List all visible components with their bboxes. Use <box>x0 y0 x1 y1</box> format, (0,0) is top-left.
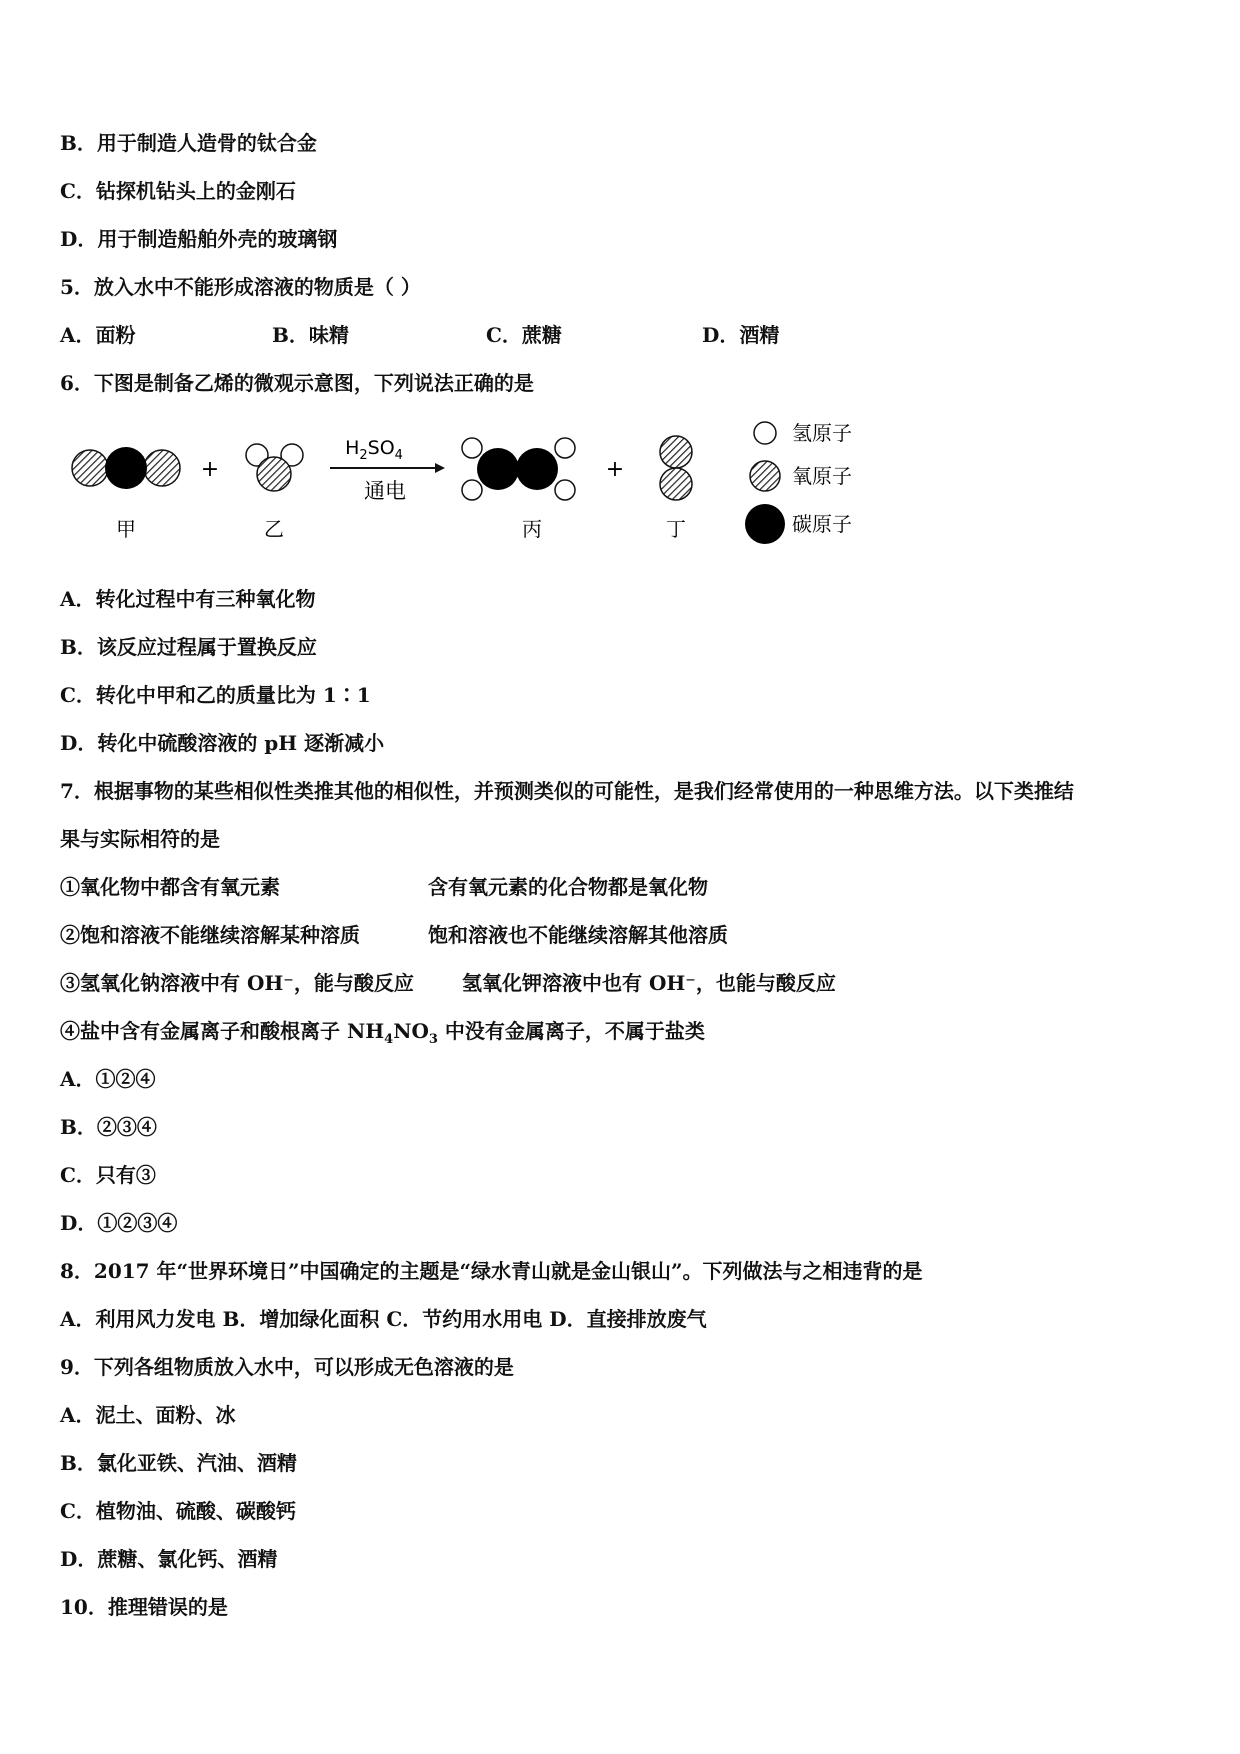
q6-option-d: D．转化中硫酸溶液的 pH 逐渐减小 <box>60 731 385 755</box>
legend-hydrogen: 氢原子 <box>792 421 852 445</box>
plus-sign-1: + <box>200 457 220 482</box>
q10-stem: 10．推理错误的是 <box>60 1595 228 1619</box>
q7-item4: ④盐中含有金属离子和酸根离子 $NH_4NO_3$ 中没有金属离子，不属于盐类 <box>60 1019 705 1047</box>
q7-item3-right: 氢氧化钾溶液中也有 OH⁻，也能与酸反应 <box>462 971 836 995</box>
legend-carbon-symbol <box>745 504 785 544</box>
legend-oxygen-symbol <box>750 461 780 491</box>
q9-option-d: D．蔗糖、氯化钙、酒精 <box>60 1547 278 1571</box>
q7-option-a: A．①②④ <box>60 1067 156 1091</box>
plus-sign-2: + <box>605 457 625 482</box>
q6-option-c: C．转化中甲和乙的质量比为 1∶1 <box>60 683 371 707</box>
q4-option-c: C．钻探机钻头上的金刚石 <box>60 179 296 203</box>
q7-option-b: B．②③④ <box>60 1115 157 1139</box>
q7-item2-right: 饱和溶液也不能继续溶解其他溶质 <box>428 923 728 947</box>
legend-hydrogen-symbol <box>754 422 776 444</box>
q5-option-d: D．酒精 <box>702 323 780 347</box>
q9-stem: 9．下列各组物质放入水中，可以形成无色溶液的是 <box>60 1355 514 1379</box>
q7-item3-left: ③氢氧化钠溶液中有 OH⁻，能与酸反应 <box>60 971 414 995</box>
q7-option-c: C．只有③ <box>60 1163 156 1187</box>
label-yi: 乙 <box>264 517 284 541</box>
condition-label: 通电 <box>364 479 406 503</box>
legend-carbon: 碳原子 <box>792 512 852 536</box>
q7-stem-line1: 7．根据事物的某些相似性类推其他的相似性，并预测类似的可能性，是我们经常使用的一种思维方法。以下类推结 <box>60 779 1074 803</box>
q8-options: A．利用风力发电 B．增加绿化面积 C．节约用水用电 D．直接排放废气 <box>60 1307 707 1331</box>
q7-option-d: D．①②③④ <box>60 1211 178 1235</box>
q6-option-a: A．转化过程中有三种氧化物 <box>60 587 316 611</box>
q9-option-c: C．植物油、硫酸、碳酸钙 <box>60 1499 296 1523</box>
q7-item1-right: 含有氧元素的化合物都是氧化物 <box>428 875 708 899</box>
label-jia: 甲 <box>116 517 136 541</box>
molecule-bing <box>462 438 575 500</box>
q5-option-a: A．面粉 <box>60 323 136 347</box>
reaction-arrow <box>330 437 445 503</box>
reaction-diagram <box>60 418 900 558</box>
q5-option-b: B．味精 <box>272 323 349 347</box>
molecule-jia <box>72 447 180 489</box>
legend <box>745 421 852 544</box>
legend-oxygen: 氧原子 <box>792 464 852 488</box>
q9-option-b: B．氯化亚铁、汽油、酒精 <box>60 1451 297 1475</box>
q7-item1-left: ①氧化物中都含有氧元素 <box>60 875 280 899</box>
q5-option-c: C．蔗糖 <box>486 323 562 347</box>
q5-stem: 5．放入水中不能形成溶液的物质是（ ） <box>60 275 421 299</box>
molecule-yi <box>246 444 303 491</box>
q6-stem: 6．下图是制备乙烯的微观示意图，下列说法正确的是 <box>60 371 534 395</box>
q8-stem: 8．2017 年“世界环境日”中国确定的主题是“绿水青山就是金山银山”。下列做法与之相违背的是 <box>60 1259 923 1283</box>
q7-item2-left: ②饱和溶液不能继续溶解某种溶质 <box>60 923 360 947</box>
label-bing: 丙 <box>522 517 542 541</box>
label-ding: 丁 <box>666 517 686 541</box>
molecule-ding <box>660 436 692 500</box>
q6-option-b: B．该反应过程属于置换反应 <box>60 635 317 659</box>
q4-option-d: D．用于制造船舶外壳的玻璃钢 <box>60 227 338 251</box>
q7-stem-line2: 果与实际相符的是 <box>60 827 220 851</box>
q4-option-b: B．用于制造人造骨的钛合金 <box>60 131 317 155</box>
catalyst-label: $H_2SO_4$ <box>345 437 403 463</box>
q9-option-a: A．泥土、面粉、冰 <box>60 1403 236 1427</box>
